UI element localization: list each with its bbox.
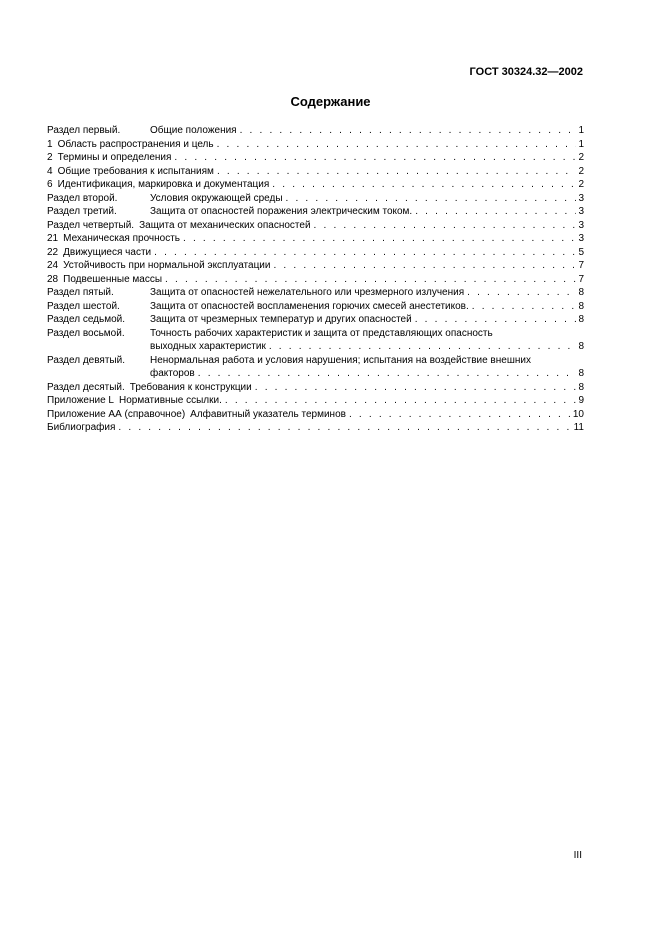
dot-leader [283,192,577,206]
toc-entry [47,327,584,354]
toc-entry-title: Устойчивость при нормальной эксплуатации [63,260,271,271]
toc-entry-title: Область распространения и цель [57,138,214,150]
toc-entry [47,151,584,165]
dot-leader [464,286,576,300]
toc-entry-title: Требования к конструкции [129,381,252,393]
dot-leader [214,165,577,179]
dot-leader [222,394,577,408]
toc-entry [47,192,584,206]
toc-entry-page: 1 [578,138,584,150]
dot-leader [346,408,571,422]
toc-entry [47,205,584,219]
toc-entry [47,124,584,138]
toc-entry-title: Общие требования к испытаниям [57,165,214,177]
toc-entry-title: Общие положения [150,125,237,136]
dot-leader [270,259,576,273]
toc-entry-title: Идентификация, маркировка и документация [57,179,270,190]
toc-entry [47,381,584,395]
toc-entry-title: Защита от опасностей поражения электрическим током. [150,206,413,217]
toc-entry-title: Условия окружающей среды [150,192,283,204]
toc-entry-title: Алфавитный указатель терминов [190,408,346,420]
toc-entry-prefix: 1 [47,138,53,150]
toc-entry-prefix: Раздел девятый. [47,354,125,366]
toc-entry-title: Движущиеся части [63,246,152,258]
dot-leader [269,178,576,192]
page-number: III [573,850,582,861]
dot-leader [151,246,576,260]
table-of-contents [47,124,584,435]
toc-entry-prefix: Раздел восьмой. [47,327,125,339]
dot-leader [237,124,577,138]
toc-entry-prefix: 24 [47,260,59,271]
toc-entry-title: Ненормальная работа и условия нарушения; испытания на воздействие внешних [150,354,531,366]
dot-leader [180,232,576,246]
dot-leader [214,138,577,152]
toc-entry-title: выходных характеристик [150,341,266,352]
toc-entry-title: Механическая прочность [63,233,180,244]
toc-entry [47,313,584,327]
dot-leader [171,151,576,165]
toc-entry-title: Нормативные ссылки. [119,395,222,406]
toc-entry-page: 2 [578,179,584,190]
toc-entry-page: 7 [578,260,584,271]
toc-entry-prefix: Раздел четвертый. [47,219,135,231]
toc-entry-title: Подвешенные массы [63,273,163,285]
dot-leader [412,313,577,327]
toc-entry [47,165,584,179]
toc-entry-page: 1 [578,125,584,136]
toc-entry [47,408,584,422]
toc-entry-title: Термины и определения [57,152,172,163]
toc-entry [47,178,584,192]
page-title: Содержание [290,94,371,109]
toc-entry-page: 3 [578,192,584,204]
toc-entry-prefix: Приложение L [47,395,114,406]
toc-entry-prefix: Раздел шестой. [47,300,120,312]
toc-entry-prefix: 22 [47,246,59,258]
toc-entry [47,394,584,408]
toc-entry-page: 5 [578,246,584,258]
toc-entry-page: 8 [578,341,584,352]
toc-entry-title: факторов [150,368,195,379]
toc-entry-page: 8 [578,314,584,325]
dot-leader [469,300,577,314]
toc-entry [47,273,584,287]
toc-entry-page: 3 [578,233,584,244]
toc-entry-page: 3 [578,219,584,231]
toc-entry-title: Библиография [47,422,116,433]
toc-entry [47,219,584,233]
toc-entry-page: 8 [578,287,584,298]
toc-entry-prefix: Раздел первый. [47,125,121,136]
toc-entry [47,138,584,152]
dot-leader [115,421,571,435]
toc-entry-page: 11 [573,422,584,433]
toc-entry-prefix: 6 [47,179,53,190]
toc-entry-title: Защита от опасностей воспламенения горючих смесей анестетиков. [150,300,469,312]
document-id: ГОСТ 30324.32—2002 [469,66,583,78]
toc-entry-prefix: 4 [47,165,53,177]
toc-entry-page: 10 [572,408,584,420]
toc-entry-prefix: Раздел второй. [47,192,118,204]
dot-leader [162,273,576,287]
toc-entry-title: Защита от опасностей нежелательного или чрезмерного излучения [150,287,465,298]
toc-entry-prefix: Раздел пятый. [47,287,114,298]
toc-entry-prefix: Приложение АА (справочное) [47,408,186,420]
toc-entry-title: Защита от чрезмерных температур и других опасностей [150,314,412,325]
toc-entry-page: 8 [578,381,584,393]
toc-entry-page: 2 [578,152,584,163]
dot-leader [266,340,577,354]
toc-entry-page: 8 [578,300,584,312]
toc-entry [47,300,584,314]
toc-entry-prefix: Раздел седьмой. [47,314,126,325]
dot-leader [252,381,577,395]
dot-leader [412,205,576,219]
toc-entry-prefix: 21 [47,233,59,244]
dot-leader [195,367,577,381]
toc-entry-title: Защита от механических опасностей [139,219,311,231]
toc-entry [47,354,584,381]
toc-entry [47,286,584,300]
toc-entry-page: 7 [578,273,584,285]
toc-entry [47,259,584,273]
toc-entry-title: Точность рабочих характеристик и защита от представляющих опасность [150,327,493,339]
toc-entry-prefix: 28 [47,273,59,285]
toc-entry-page: 3 [578,206,584,217]
toc-entry-prefix: 2 [47,152,53,163]
toc-entry-prefix: Раздел десятый. [47,381,125,393]
toc-entry-page: 9 [578,395,584,406]
dot-leader [311,219,577,233]
toc-entry-prefix: Раздел третий. [47,206,117,217]
toc-entry [47,246,584,260]
toc-entry-page: 2 [578,165,584,177]
toc-entry-page: 8 [578,368,584,379]
toc-entry [47,421,584,435]
toc-entry [47,232,584,246]
